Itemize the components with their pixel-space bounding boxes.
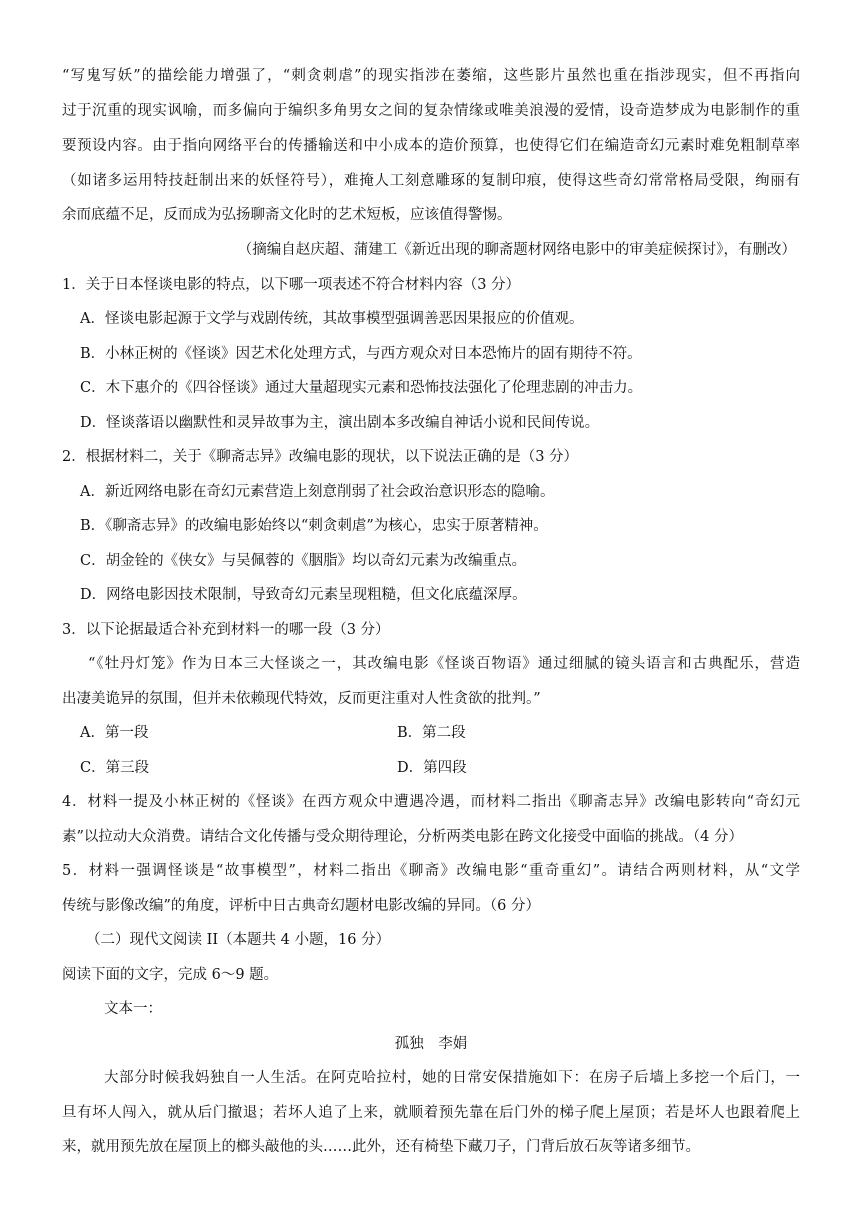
question-3-option-d: D．第四段 — [397, 760, 467, 776]
passage-line: 余而底蕴不足，反而成为弘扬聊斋文化时的艺术短板，应该值得警惕。 — [62, 207, 512, 223]
question-1-option-a: A．怪谈电影起源于文学与戏剧传统，其故事模型强调善恶因果报应的价值观。 — [80, 311, 584, 327]
passage-line: （如诸多运用特技赶制出来的妖怪符号），难掩人工刻意雕琢的复制印痕，使得这些奇幻常常格局受限，绚丽有 — [62, 173, 800, 189]
question-1-stem: 1．关于日本怪谈电影的特点，以下哪一项表述不符合材料内容（3 分） — [62, 277, 521, 293]
essay-paragraph-line: 旦有坏人闯入，就从后门撤退；若坏人追了上来，就顺着预先靠在后门外的梯子爬上屋顶；若是坏人也跟着爬上 — [62, 1105, 800, 1121]
text-label: 文本一： — [104, 1001, 162, 1017]
question-5-line: 传统与影像改编”的角度，评析中日古典奇幻题材电影改编的异同。（6 分） — [62, 898, 540, 914]
question-2-option-d: D．网络电影因技术限制，导致奇幻元素呈现粗糙，但文化底蕴深厚。 — [80, 587, 527, 603]
section-heading: （二）现代文阅读 II（本题共 4 小题，16 分） — [86, 932, 391, 948]
question-3-option-a: A．第一段 — [80, 725, 149, 741]
question-2-option-b: B．《聊斋志异》的改编电影始终以“刺贪刺虐”为核心，忠实于原著精神。 — [80, 518, 548, 534]
question-3-stem: 3．以下论据最适合补充到材料一的哪一段（3 分） — [62, 622, 390, 638]
essay-paragraph-line: 大部分时候我妈独自一人生活。在阿克哈拉村，她的日常安保措施如下：在房子后墙上多挖一个后门，一 — [104, 1070, 800, 1086]
question-2-option-a: A．新近网络电影在奇幻元素营造上刻意削弱了社会政治意识形态的隐喻。 — [80, 484, 555, 500]
question-3-option-b: B．第二段 — [397, 725, 466, 741]
reading-instruction: 阅读下面的文字，完成 6～9 题。 — [62, 967, 279, 983]
question-4-line: 4．材料一提及小林正树的《怪谈》在西方观众中遭遇冷遇，而材料二指出《聊斋志异》改编电影转向“奇幻元 — [62, 794, 800, 810]
essay-title: 孤独 李娟 — [394, 1036, 468, 1052]
question-2-stem: 2．根据材料二，关于《聊斋志异》改编电影的现状，以下说法正确的是（3 分） — [62, 449, 579, 465]
passage-line: 要预设内容。由于指向网络平台的传播输送和中小成本的造价预算，也使得它们在编造奇幻元素时难免粗制草率 — [62, 138, 800, 154]
question-1-option-b: B．小林正树的《怪谈》因艺术化处理方式，与西方观众对日本恐怖片的固有期待不符。 — [80, 346, 642, 362]
question-2-option-c: C．胡金铨的《侠女》与吴佩蓉的《胭脂》均以奇幻元素为改编重点。 — [80, 553, 527, 569]
question-4-line: 素”以拉动大众消费。请结合文化传播与受众期待理论，分析两类电影在跨文化接受中面临的挑战。（4 分） — [62, 829, 743, 845]
question-3-quote-line: “《牡丹灯笼》作为日本三大怪谈之一，其改编电影《怪谈百物语》通过细腻的镜头语言和古典配乐，营造 — [88, 656, 800, 672]
source-citation: （摘编自赵庆超、蒲建工《新近出现的聊斋题材网络电影中的审美症候探讨》，有删改） — [237, 242, 796, 258]
question-5-line: 5．材料一强调怪谈是“故事模型”，材料二指出《聊斋》改编电影“重奇重幻”。请结合两则材料，从“文学 — [62, 863, 800, 879]
question-1-option-d: D．怪谈落语以幽默性和灵异故事为主，演出剧本多改编自神话小说和民间传说。 — [80, 415, 600, 431]
question-1-option-c: C．木下惠介的《四谷怪谈》通过大量超现实元素和恐怖技法强化了伦理悲剧的冲击力。 — [80, 380, 643, 396]
question-3-option-c: C．第三段 — [80, 760, 150, 776]
passage-line: 过于沉重的现实讽喻，而多偏向于编织多角男女之间的复杂情缘或唯美浪漫的爱情，设奇造梦成为电影制作的重 — [62, 103, 800, 119]
essay-paragraph-line: 来，就用预先放在屋顶上的榔头敲他的头……此外，还有椅垫下藏刀子，门背后放石灰等诸多细节。 — [62, 1139, 700, 1155]
passage-line: “写鬼写妖”的描绘能力增强了，“刺贪刺虐”的现实指涉在萎缩，这些影片虽然也重在指涉现实，但不再指向 — [62, 68, 800, 84]
question-3-quote-line: 出凄美诡异的氛围，但并未依赖现代特效，反而更注重对人性贪欲的批判。” — [62, 691, 541, 707]
